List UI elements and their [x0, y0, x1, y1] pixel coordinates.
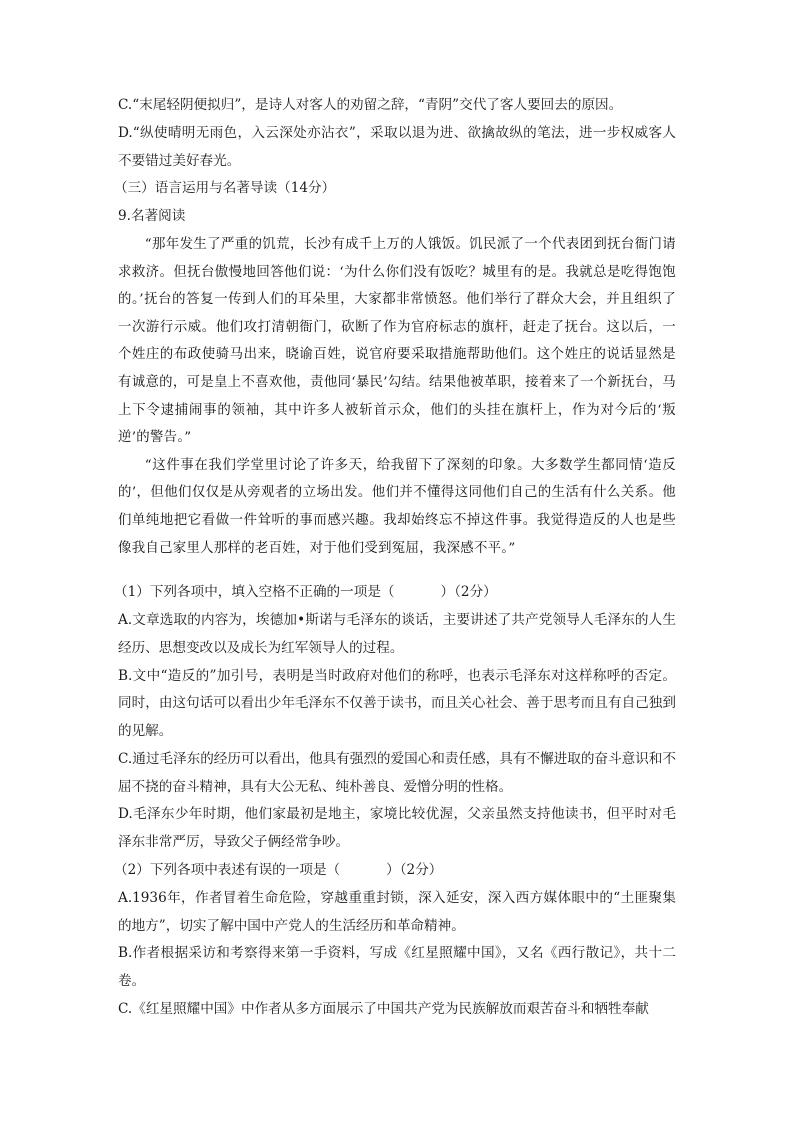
sub-question-1-prefix: （1）下列各项中，填入空格不正确的一项是（ [114, 584, 395, 601]
sub-question-2-suffix: ）（2分） [386, 862, 443, 879]
spacer [118, 562, 676, 579]
sub-question-2-prefix: （2）下列各项中表述有误的一项是（ [114, 862, 341, 879]
sub2-option-b: B.作者根据采访和考察得来第一手资料，写成《红星照耀中国》，又名《西行散记》，共十二卷。 [118, 945, 676, 990]
option-c-previous: C.“末尾轻阴便拟归”，是诗人对客人的劝留之辞，“青阴”交代了客人要回去的原因。 [118, 97, 623, 113]
sub2-option-a: A.1936年，作者冒着生命危险，穿越重重封锁，深入延安，深入西方媒体眼中的“土匪聚集的地方”，切实了解中国中产党人的生活经历和革命精神。 [118, 889, 676, 934]
sub1-option-a: A.文章选取的内容为，埃德加•斯诺与毛泽东的谈话，主要讲述了共产党领导人毛泽东的人生经历、思想变改以及成长为红军领导人的过程。 [118, 611, 676, 656]
quote-paragraph-1: “那年发生了严重的饥荒，长沙有成千上万的人饿饭。饥民派了一个代表团到抚台衙门请求救济。但抚台傲慢地回答他们说：‘为什么你们没有饭吃？城里有的是。我就总是吃得饱饱的。’抚台的答复一传到人们的耳朵里，大家都非常愤怒。他们举行了群众大会，并且组织了一次游行示威。他们攻打清朝衙门，砍断了作为官府标志的旗杆，赶走了抚台。这以后，一个姓庄的布政使骑马出来，晓谕百姓，说官府要采取措施帮助他们。这个姓庄的说话显然是有诚意的，可是皇上不喜欢他，责他同‘暴民’勾结。结果他被革职，接着来了一个新抚台，马上下令逮捕闹事的领袖，其中许多人被斩首示众，他们的头挂在旗杆上，作为对今后的‘叛逆’的警告。” [118, 236, 676, 446]
question-9-title: 9.名著阅读 [118, 208, 186, 225]
sub1-option-c: C.通过毛泽东的经历可以看出，他具有强烈的爱国心和责任感，具有不懈进取的奋斗意识和不屈不挠的奋斗精神，具有大公无私、纯朴善良、爱憎分明的性格。 [118, 750, 676, 795]
sub2-option-c: C.《红星照耀中国》中作者从多方面展示了中国共产党为民族解放而艰苦奋斗和牺牲奉献 [118, 1001, 649, 1018]
exam-page [114, 92, 676, 1024]
sub1-option-b: B.文中“造反的”加引号，表明是当时政府对他们的称呼，也表示毛泽东对这样称呼的否定。同时，由这句话可以看出少年毛泽东不仅善于读书，而且关心社会、善于思考而且有自己独到的见解。 [118, 667, 676, 740]
sub-question-2 [114, 857, 676, 885]
sub1-option-d: D.毛泽东少年时期，他们家最初是地主，家境比较优渥，父亲虽然支持他读书，但平时对毛泽东非常严厉，导致父子俩经常争吵。 [118, 806, 676, 851]
quote-paragraph-2: “这件事在我们学堂里讨论了许多天，给我留下了深刻的印象。大多数学生都同情‘造反的’，但他们仅仅是从旁观者的立场出发。他们并不懂得这同他们自己的生活有什么关系。他们单纯地把它看做一件耸听的事而感兴趣。我却始终忘不掉这件事。我觉得造反的人也是些像我自己家里人那样的老百姓，对于他们受到冤屈，我深感不平。” [118, 457, 676, 556]
option-d-previous: D.“纵使晴明无雨色，入云深处亦沾衣”，采取以退为进、欲擒故纵的笔法，进一步权威客人不要错过美好春光。 [118, 124, 676, 169]
sub-question-1 [114, 579, 676, 607]
sub-question-1-suffix: ）（2分） [440, 584, 497, 601]
section-title: （三）语言运用与名著导读（14分） [114, 180, 336, 197]
